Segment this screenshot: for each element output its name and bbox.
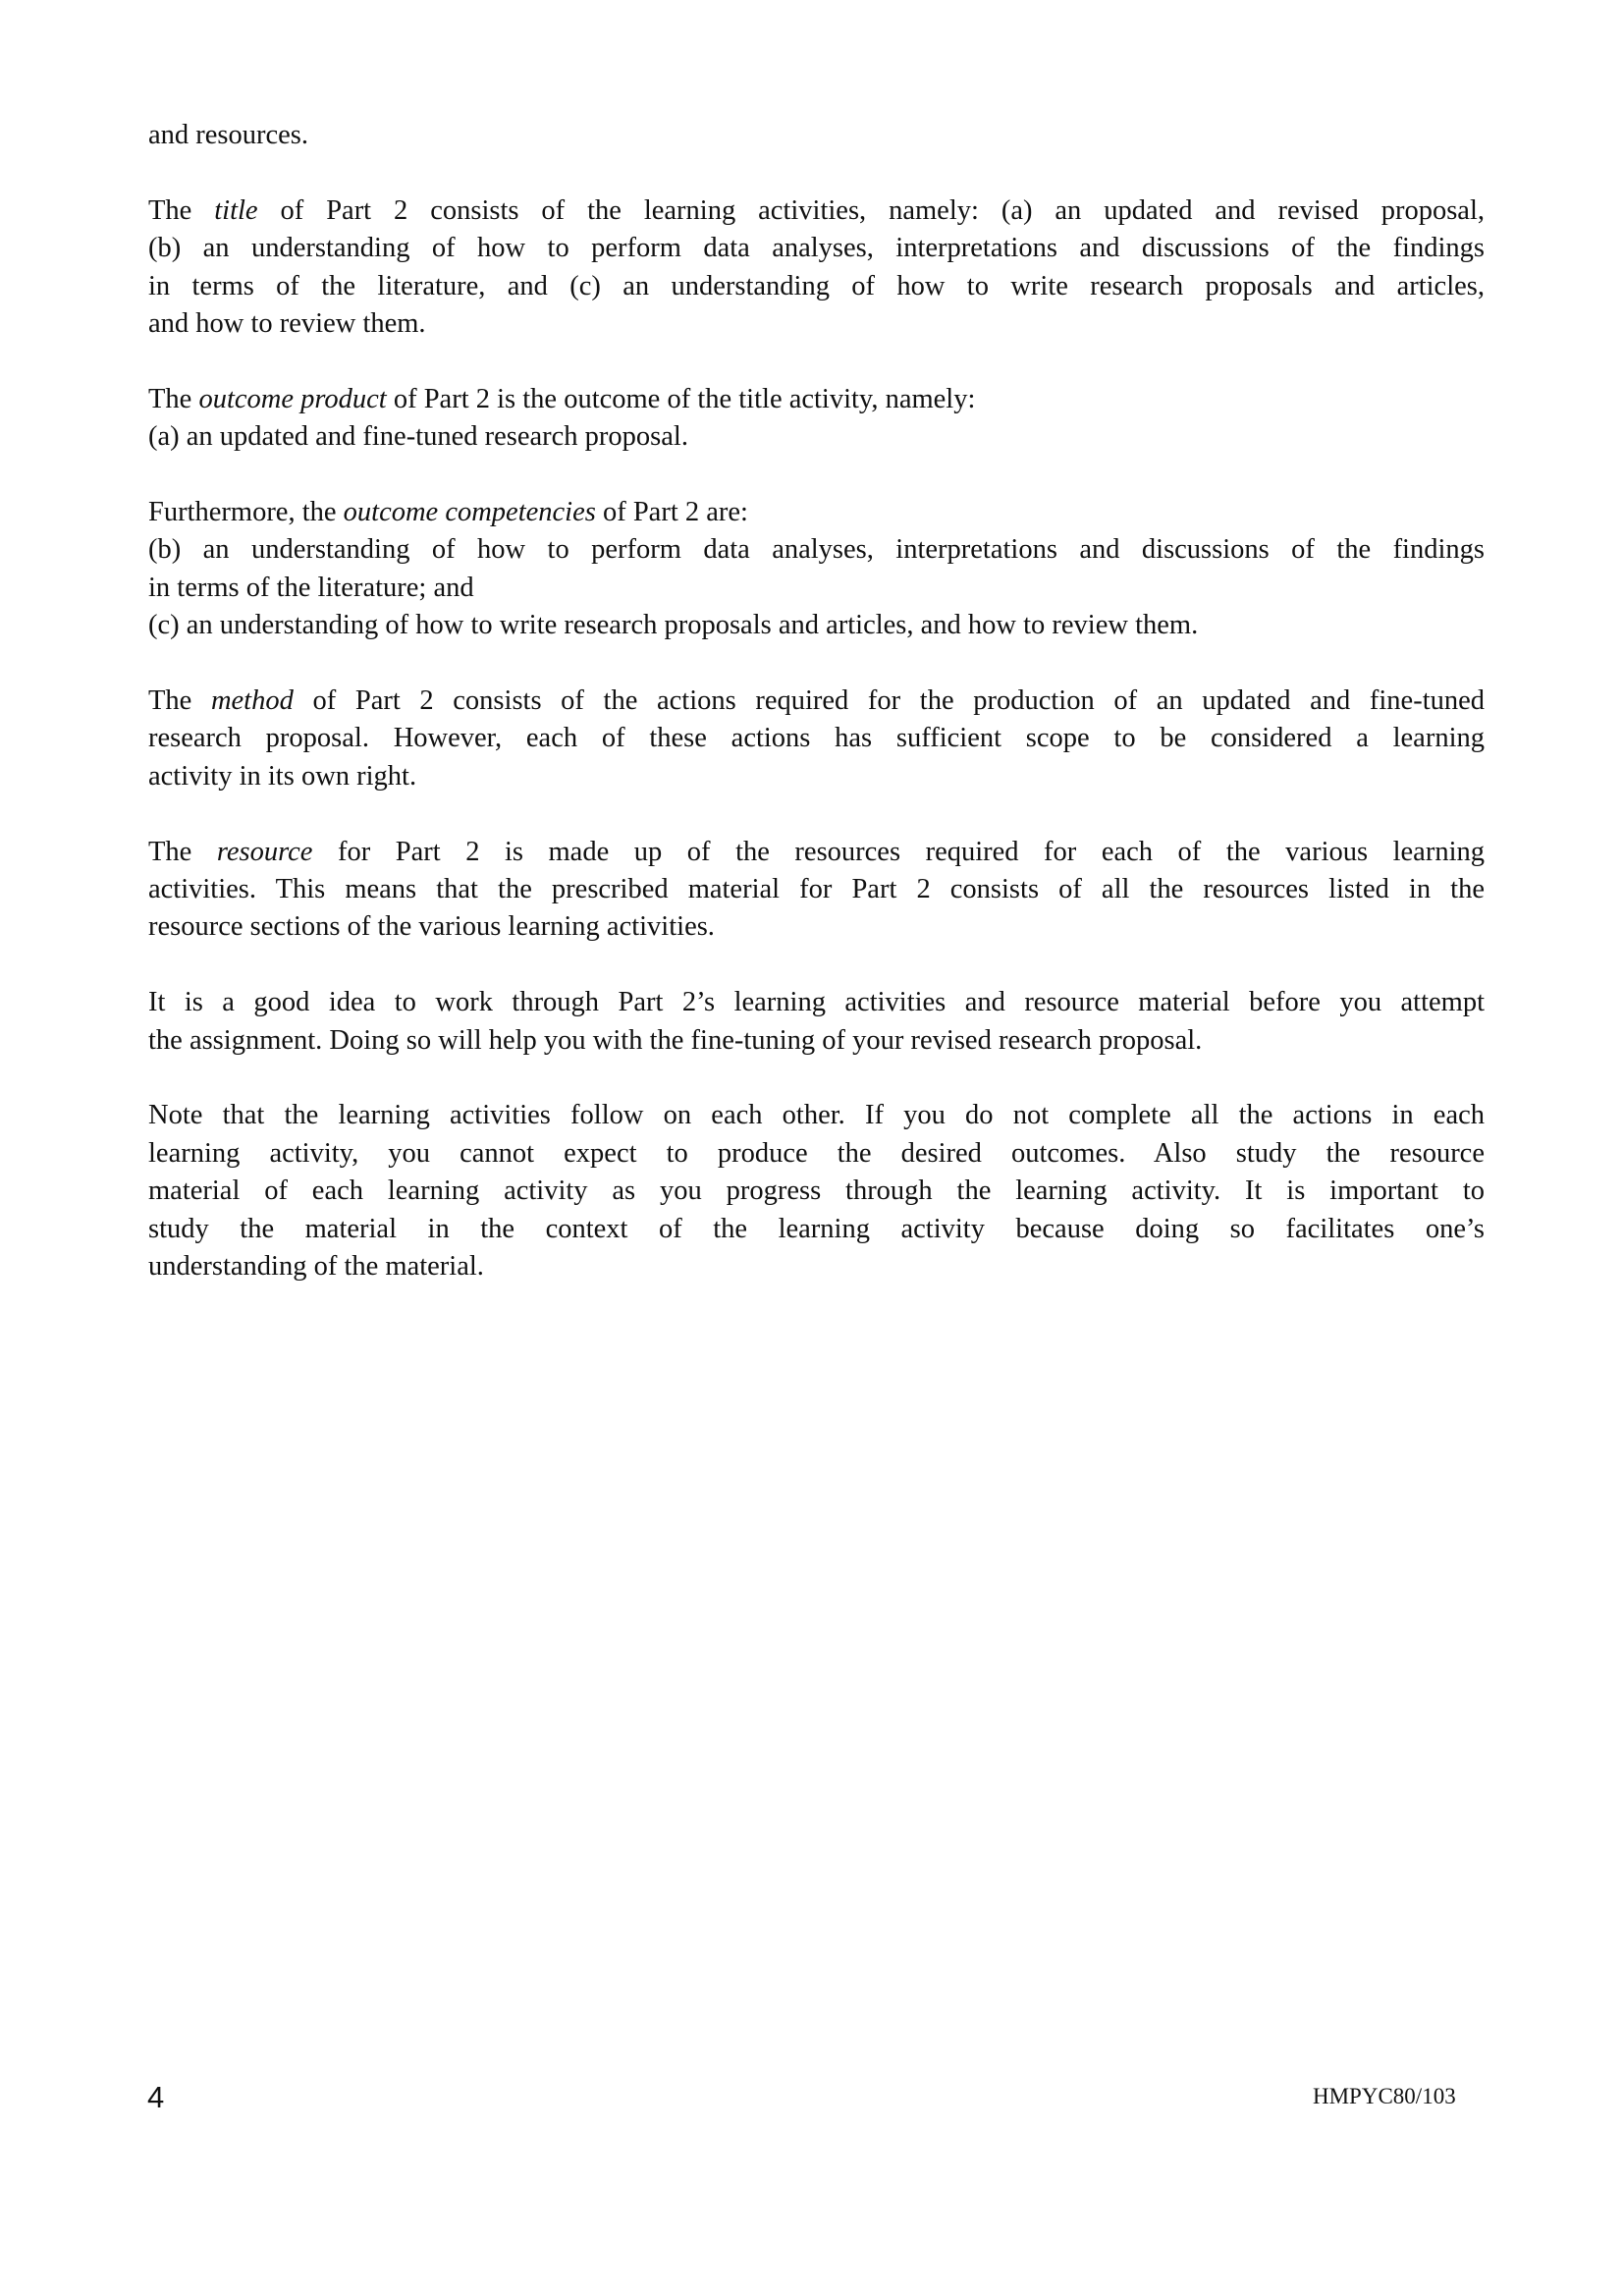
para-line: activities. This means that the prescribed material for Part 2 consists of all the resources listed in the bbox=[148, 874, 1485, 905]
page-number: 4 bbox=[147, 2080, 165, 2114]
para-line: and how to review them. bbox=[148, 308, 426, 340]
line-text: for Part 2 is made up of the resources required for each of the various learning bbox=[312, 836, 1485, 867]
list-item-b: (b) an understanding of how to perform data analyses, interpretations and discussions of the findings bbox=[148, 534, 1485, 566]
line-text: of Part 2 consists of the actions required for the production of an updated and fine-tuned bbox=[293, 685, 1486, 717]
para-line: in terms of the literature, and (c) an understanding of how to write research proposals and articles, bbox=[148, 270, 1485, 301]
line-text: of Part 2 consists of the learning activities, namely: (a) an updated and revised proposal, bbox=[257, 194, 1485, 226]
term-outcome-competencies: outcome competencies bbox=[343, 497, 596, 528]
para-line bbox=[148, 834, 1485, 871]
para-line: learning activity, you cannot expect to produce the desired outcomes. Also study the resource bbox=[148, 1137, 1485, 1169]
term-outcome-product: outcome product bbox=[198, 383, 387, 414]
term-resource: resource bbox=[216, 836, 313, 867]
document-page bbox=[148, 117, 1485, 1324]
para-line: Note that the learning activities follow on each other. If you do not complete all the actions in each bbox=[148, 1100, 1485, 1131]
para-line bbox=[148, 192, 1485, 230]
paragraph-outcome-competencies bbox=[148, 494, 1485, 645]
paragraph-resource bbox=[148, 834, 1485, 947]
para-line: understanding of the material. bbox=[148, 1251, 484, 1283]
para-line: resource sections of the various learning activities. bbox=[148, 911, 715, 943]
para-line: material of each learning activity as you progress through the learning activity. It is important to bbox=[148, 1175, 1485, 1207]
para-line bbox=[148, 494, 1485, 531]
continuation-line: and resources. bbox=[148, 120, 309, 150]
lead-text: Furthermore, the bbox=[148, 497, 344, 528]
paragraph-advice bbox=[148, 984, 1485, 1060]
list-item-b-cont: in terms of the literature; and bbox=[148, 572, 474, 603]
paragraph-outcome-product bbox=[148, 381, 1485, 457]
para-line bbox=[148, 381, 1485, 418]
lead-text: The bbox=[148, 383, 199, 414]
para-line: (b) an understanding of how to perform data analyses, interpretations and discussions of the findings bbox=[148, 233, 1485, 264]
line-text: of Part 2 is the outcome of the title activity, namely: bbox=[386, 383, 976, 414]
paragraph-note bbox=[148, 1097, 1485, 1285]
list-item-a: (a) an updated and fine-tuned research proposal. bbox=[148, 421, 688, 453]
para-line: activity in its own right. bbox=[148, 760, 417, 792]
para-line bbox=[148, 683, 1485, 720]
list-item-c: (c) an understanding of how to write research proposals and articles, and how to review them. bbox=[148, 610, 1199, 641]
paragraph-title bbox=[148, 192, 1485, 344]
term-title: title bbox=[214, 194, 258, 226]
para-line: study the material in the context of the learning activity because doing so facilitates one’s bbox=[148, 1213, 1485, 1244]
line-text: of Part 2 are: bbox=[595, 497, 748, 528]
para-line: research proposal. However, each of these actions has sufficient scope to be considered a learning bbox=[148, 723, 1485, 754]
term-method: method bbox=[210, 685, 294, 717]
continuation-text bbox=[148, 117, 1485, 154]
para-line: It is a good idea to work through Part 2’s learning activities and resource material before you attempt bbox=[148, 987, 1485, 1018]
lead-text: The bbox=[148, 836, 217, 867]
lead-text: The bbox=[148, 685, 211, 717]
lead-text: The bbox=[148, 194, 215, 226]
para-line: the assignment. Doing so will help you with the fine-tuning of your revised research proposal. bbox=[148, 1024, 1203, 1056]
course-code: HMPYC80/103 bbox=[1313, 2084, 1456, 2108]
paragraph-method bbox=[148, 683, 1485, 795]
